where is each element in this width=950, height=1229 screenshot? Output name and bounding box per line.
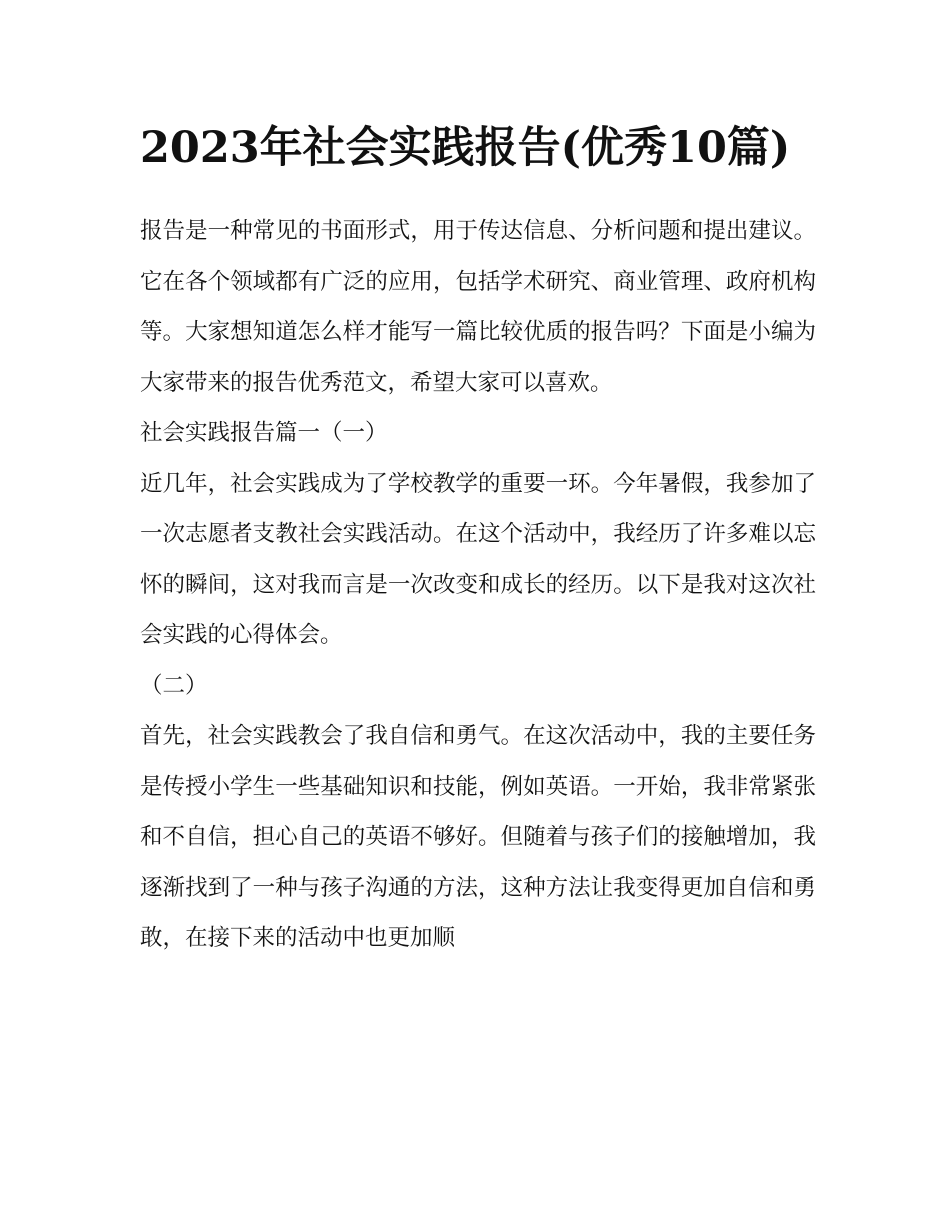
- sub-heading: （二）: [140, 672, 208, 699]
- intro-paragraph: 报告是一种常见的书面形式，用于传达信息、分析问题和提出建议。它在各个领域都有广泛的应用，包括学术研究、商业管理、政府机构等。大家想知道怎么样才能写一篇比较优质的报告吗？下面是小编为大家带来的报告优秀范文，希望大家可以喜欢。: [140, 218, 816, 396]
- document-title: 2023年社会实践报告(优秀10篇): [140, 123, 791, 173]
- body-paragraph-2: 首先，社会实践教会了我自信和勇气。在这次活动中，我的主要任务是传授小学生一些基础知识和技能，例如英语。一开始，我非常紧张和不自信，担心自己的英语不够好。但随着与孩子们的接触增加，我逐渐找到了一种与孩子沟通的方法，这种方法让我变得更加自信和勇敢，在接下来的活动中也更加顺: [140, 723, 816, 951]
- body-paragraph-1: 近几年，社会实践成为了学校教学的重要一环。今年暑假，我参加了一次志愿者支教社会实践活动。在这个活动中，我经历了许多难以忘怀的瞬间，这对我而言是一次改变和成长的经历。以下是我对这次社会实践的心得体会。: [140, 470, 816, 648]
- document-page: [140, 112, 816, 964]
- section-heading: 社会实践报告篇一（一）: [140, 420, 388, 446]
